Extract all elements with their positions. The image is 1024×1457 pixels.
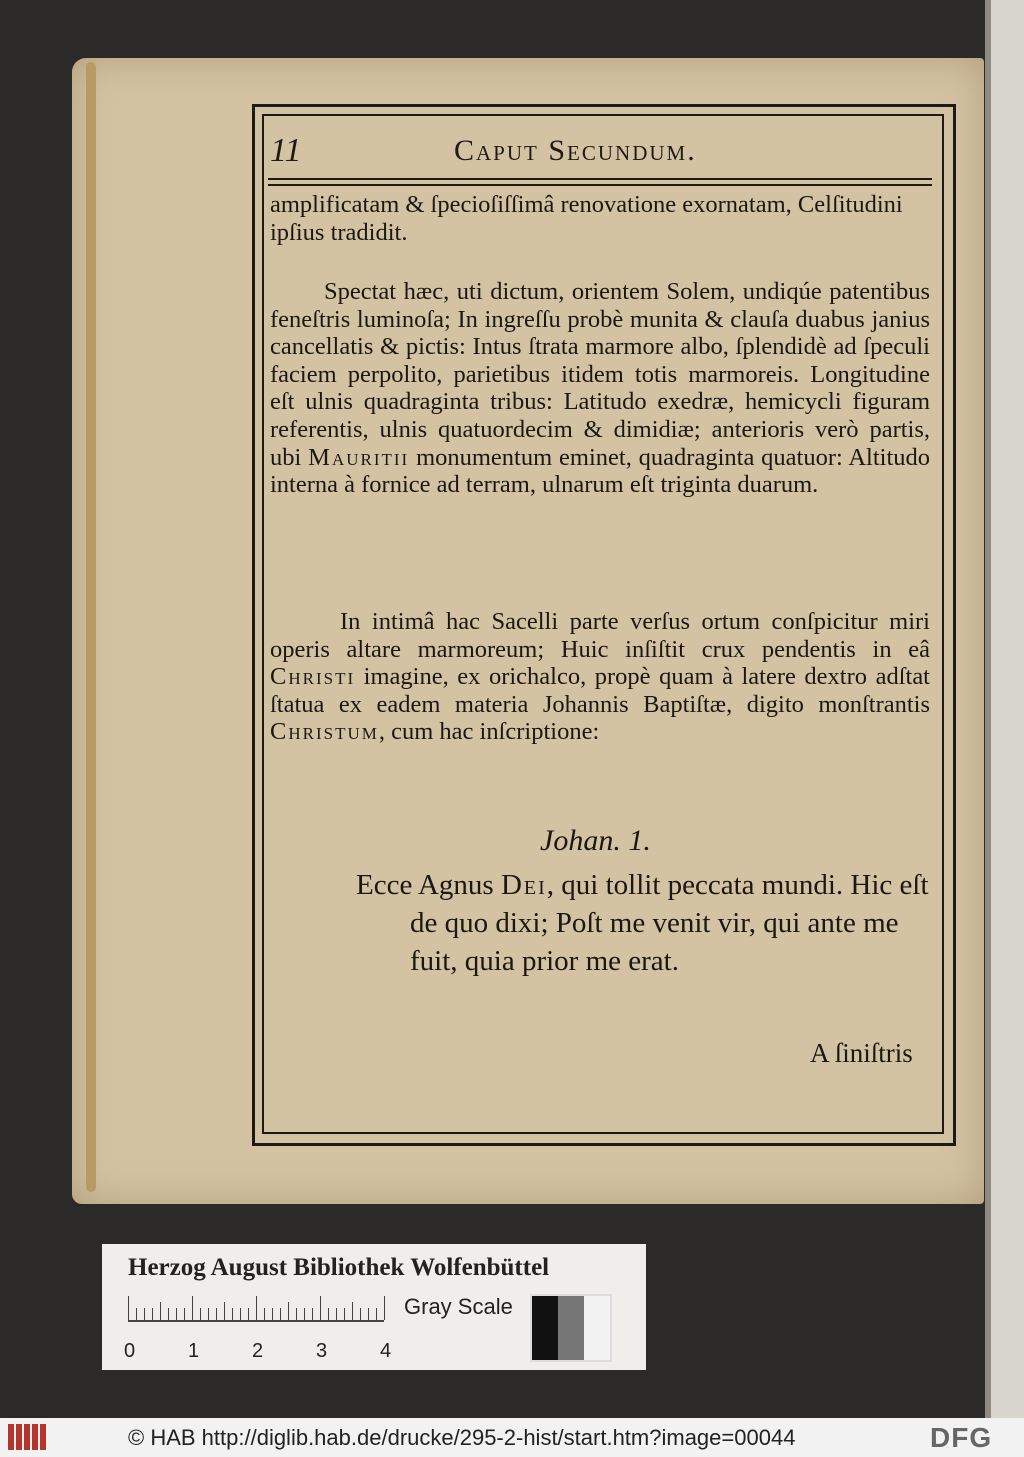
ruler-tick [208, 1308, 209, 1320]
ruler-number-1: 1 [188, 1340, 200, 1362]
gray-swatch-black [532, 1296, 558, 1360]
ruler-tick [160, 1302, 161, 1320]
ruler-tick [248, 1308, 249, 1320]
library-name: Herzog August Bibliothek Wolfenbüttel [128, 1254, 550, 1281]
ruler-number-0: 0 [124, 1340, 136, 1362]
hab-logo-icon [8, 1424, 46, 1450]
ruler-tick [240, 1308, 241, 1320]
inscription-quote [356, 866, 930, 980]
ruler-number-2: 2 [252, 1340, 264, 1362]
gray-scale-label: Gray Scale [404, 1294, 513, 1319]
ruler-tick [304, 1308, 305, 1320]
ruler-tick [280, 1308, 281, 1320]
adjacent-page-strip [985, 0, 1024, 1418]
ruler-tick [328, 1308, 329, 1320]
ruler-tick [368, 1308, 369, 1320]
ruler-tick [232, 1308, 233, 1320]
paragraph-3 [270, 608, 930, 746]
ruler-number-4: 4 [380, 1340, 392, 1362]
scripture-citation: Johan. 1. [540, 824, 651, 857]
page-header [268, 132, 932, 172]
ruler-tick [152, 1308, 153, 1320]
ruler-tick [384, 1296, 385, 1320]
ruler-tick [352, 1302, 353, 1320]
header-rule [268, 178, 932, 180]
gray-swatch-white [584, 1296, 610, 1360]
ruler-number-3: 3 [316, 1340, 328, 1362]
ruler-tick [200, 1308, 201, 1320]
name-christi: Christi [270, 663, 356, 691]
ruler-tick [128, 1296, 129, 1320]
paragraph-3-text-b: imagine, ex orichalco, propè quam à latere dextro adſtat ſtatua ex eadem materia Johannis Baptiſtæ, digito monſtrantis [270, 663, 930, 718]
footer-bar [0, 1418, 1024, 1457]
ruler-tick [288, 1302, 289, 1320]
ruler-tick [144, 1308, 145, 1320]
ruler-tick [256, 1296, 257, 1320]
paragraph-3-text-a: In intimâ hac Sacelli parte verſus ortum conſpicitur miri operis altare marmoreum; Huic inſiſtit crux pendentis in eâ [270, 608, 930, 663]
paragraph-2-text-a: Spectat hæc, uti dictum, orientem Solem, undiqúe patentibus feneſtris luminoſa; In ingreſſu probè munita & clauſa duabus janius cancellatis & pictis: Intus ſtrata marmore albo, ſplendidè ad ſpeculi faciem perpolito, parietibus itidem totis marmoreis. Longitudine eſt ulnis quadraginta tribus: Latitudo exedræ, hemicycli figuram referentis, ulnis quatuordecim & dimidiæ; anterioris verò partis, ubi [270, 278, 930, 471]
name-mauritii: Mauritii [308, 443, 410, 471]
ruler-tick [192, 1296, 193, 1320]
page-edge [86, 62, 96, 1192]
paragraph-3-text-c: , cum hac inſcriptione: [378, 718, 600, 746]
ruler-tick [264, 1308, 265, 1320]
page-number: 11 [270, 132, 302, 169]
name-dei: Dei [500, 869, 547, 901]
ruler-tick [184, 1308, 185, 1320]
name-christum: Christum [270, 718, 379, 746]
ruler-baseline [128, 1320, 384, 1322]
ruler-tick [344, 1308, 345, 1320]
ruler-tick [176, 1308, 177, 1320]
dfg-logo: DFG [930, 1422, 993, 1453]
paragraph-1: amplificatam & ſpecioſiſſimâ renovatione exornatam, Celſitudini ipſius tradidit. [270, 191, 903, 246]
paragraph-2 [270, 278, 930, 499]
gray-swatch-mid [558, 1296, 584, 1360]
ruler-tick [320, 1296, 321, 1320]
gray-scale-swatch [530, 1294, 612, 1362]
ruler-tick [336, 1308, 337, 1320]
catchword: A ſiniſtris [810, 1038, 913, 1068]
ruler-tick [272, 1308, 273, 1320]
ruler-tick [224, 1302, 225, 1320]
ruler-tick [136, 1308, 137, 1320]
ruler-tick [376, 1308, 377, 1320]
ruler-tick [296, 1308, 297, 1320]
ruler-tick [168, 1308, 169, 1320]
running-head: Caput Secundum. [454, 134, 697, 167]
ruler-tick [312, 1308, 313, 1320]
footer-source-link[interactable]: © HAB http://diglib.hab.de/drucke/295-2-hist/start.htm?image=00044 [128, 1425, 796, 1450]
library-color-label [102, 1244, 646, 1370]
header-rule-double [268, 184, 932, 186]
ruler-tick [216, 1308, 217, 1320]
ruler-tick [360, 1308, 361, 1320]
paragraph-2-text-b: monumentum eminet, quadraginta quatuor: Altitudo interna à fornice ad terram, ulnarum eſt triginta duarum. [270, 443, 930, 499]
quote-text-b: , qui tollit peccata mundi. Hic eſt de quo dixi; Poſt me venit vir, qui ante me fuit, quia prior me erat. [410, 869, 929, 977]
quote-text-a: Ecce Agnus [356, 869, 501, 901]
